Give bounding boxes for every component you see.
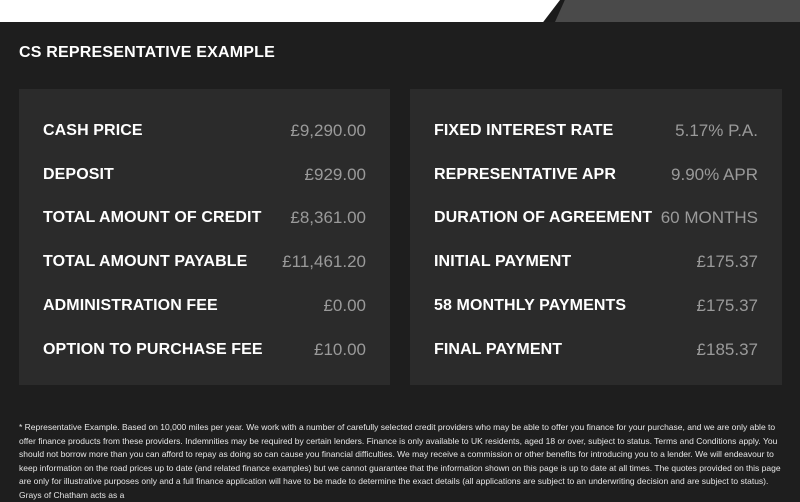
finance-value: £175.37 [696, 252, 758, 272]
finance-value: £185.37 [696, 339, 758, 359]
finance-value: £175.37 [696, 296, 758, 316]
finance-value: 5.17% P.A. [675, 120, 758, 140]
finance-label: FINAL PAYMENT [434, 340, 563, 358]
finance-label: TOTAL AMOUNT PAYABLE [43, 253, 248, 271]
finance-label: ADMINISTRATION FEE [43, 297, 218, 315]
finance-disclaimer: * Representative Example. Based on 10,000 miles per year. We work with a number of carefully selected credit providers who may be able to offer you finance for your purchase, and we are only able to offer finance products from these providers. Indemnities may be required by certain lenders. Finance is only available to UK residents, aged 18 or over, subject to status. Terms and Conditions apply. You should not borrow more than you can afford to repay as doing so can cause you financial difficulties. We may receive a commission or other benefits for introducing you to a lender. We will endeavour to keep information on the road prices up to date (and related finance examples) but we cannot guarantee that the information shown on this page is up to date at all times. The quotes provided on this page are only for illustrative purposes only and a full finance application will have to be made to determine the exact details (all applications are subject to an underwriting decision and are subject to status). Grays of Chatham acts as a [19, 422, 781, 500]
finance-value: £0.00 [323, 296, 366, 316]
finance-row-initial-payment [434, 240, 758, 284]
header-grey-tab [555, 0, 800, 22]
finance-row-option-fee [43, 328, 366, 372]
finance-row-interest-rate [434, 109, 758, 153]
finance-label: INITIAL PAYMENT [434, 253, 572, 271]
finance-row-final-payment [434, 328, 758, 372]
finance-label: DEPOSIT [43, 165, 114, 183]
finance-label: TOTAL AMOUNT OF CREDIT [43, 209, 262, 227]
finance-row-apr [434, 153, 758, 197]
finance-panel-left [19, 89, 390, 385]
finance-label: CASH PRICE [43, 121, 143, 139]
finance-row-deposit [43, 153, 366, 197]
finance-label: 58 MONTHLY PAYMENTS [434, 297, 627, 315]
finance-row-total-payable [43, 240, 366, 284]
section-title: CS REPRESENTATIVE EXAMPLE [19, 44, 275, 61]
header-white-tab [0, 0, 560, 22]
finance-row-monthly-payments [434, 284, 758, 328]
finance-value: 60 MONTHS [660, 208, 758, 228]
finance-row-cash-price [43, 109, 366, 153]
finance-label: REPRESENTATIVE APR [434, 165, 616, 183]
finance-label: DURATION OF AGREEMENT [434, 209, 653, 227]
top-header-bar [0, 0, 800, 22]
finance-value: £10.00 [314, 339, 366, 359]
finance-row-total-credit [43, 197, 366, 241]
finance-panel-right [410, 89, 782, 385]
finance-label: OPTION TO PURCHASE FEE [43, 340, 263, 358]
finance-value: £11,461.20 [282, 252, 366, 272]
finance-label: FIXED INTEREST RATE [434, 121, 614, 139]
finance-value: £9,290.00 [290, 120, 366, 140]
finance-value: £929.00 [304, 164, 366, 184]
finance-value: £8,361.00 [290, 208, 366, 228]
finance-value: 9.90% APR [671, 164, 758, 184]
finance-row-admin-fee [43, 284, 366, 328]
finance-row-duration [434, 197, 758, 241]
